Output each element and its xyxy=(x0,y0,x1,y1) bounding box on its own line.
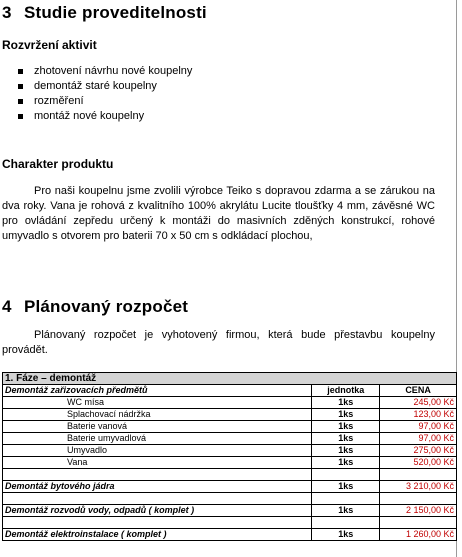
activity-item: demontáž staré koupelny xyxy=(18,79,192,94)
table-row: Baterie vanová 1ks 97,00 Kč xyxy=(3,421,457,433)
table-row: Vana 1ks 520,00 Kč xyxy=(3,457,457,469)
section-4-title: Plánovaný rozpočet xyxy=(23,297,189,316)
table-row: Demontáž elektroinstalace ( komplet ) 1ks 1 260,00 Kč xyxy=(3,529,457,541)
activity-item: rozměření xyxy=(18,94,192,109)
table-header-row xyxy=(3,385,457,397)
budget-table xyxy=(2,372,457,541)
price-column-header: CENA xyxy=(380,385,457,397)
table-row: Umyvadlo 1ks 275,00 Kč xyxy=(3,445,457,457)
spacer-row xyxy=(3,517,457,529)
phase-row xyxy=(3,373,457,385)
section-3-number: 3 xyxy=(2,3,12,22)
table-row: WC mísa 1ks 245,00 Kč xyxy=(3,397,457,409)
spacer-row xyxy=(3,493,457,505)
activity-item: zhotovení návrhu nové koupelny xyxy=(18,64,192,79)
table-row: Demontáž rozvodů vody, odpadů ( komplet ) 1ks 2 150,00 Kč xyxy=(3,505,457,517)
section-3-heading xyxy=(2,3,207,23)
unit-column-header: jednotka xyxy=(312,385,380,397)
product-heading: Charakter produktu xyxy=(2,157,114,171)
section-4-number: 4 xyxy=(2,297,12,316)
section-4-heading xyxy=(2,297,188,317)
group-label: Demontáž zařizovacích předmětů xyxy=(3,385,312,397)
activities-heading: Rozvržení aktivit xyxy=(2,38,97,52)
table-row: Demontáž bytového jádra 1ks 3 210,00 Kč xyxy=(3,481,457,493)
phase-label: 1. Fáze – demontáž xyxy=(3,373,457,385)
product-paragraph: Pro naši koupelnu jsme zvolili výrobce Teiko s dopravou zdarma a se zárukou na dva roky. Vana je rohová z kvalitního 100% akrylátu Lucite tloušťky 4 mm, závěsné WC pro ovládání zepředu určený k montáži do masivních zděných konstrukcí, rohové umyvadlo s otvorem pro baterii 70 x 50 cm s odkládací plochou, xyxy=(2,185,435,242)
table-row: Baterie umyvadlová 1ks 97,00 Kč xyxy=(3,433,457,445)
section-3-title: Studie proveditelnosti xyxy=(23,3,207,22)
activities-list xyxy=(18,64,192,124)
table-row: Splachovací nádržka 1ks 123,00 Kč xyxy=(3,409,457,421)
spacer-row xyxy=(3,469,457,481)
activity-item: montáž nové koupelny xyxy=(18,109,192,124)
budget-intro-paragraph: Plánovaný rozpočet je vyhotovený firmou, která bude přestavbu koupelny provádět. xyxy=(2,329,435,356)
